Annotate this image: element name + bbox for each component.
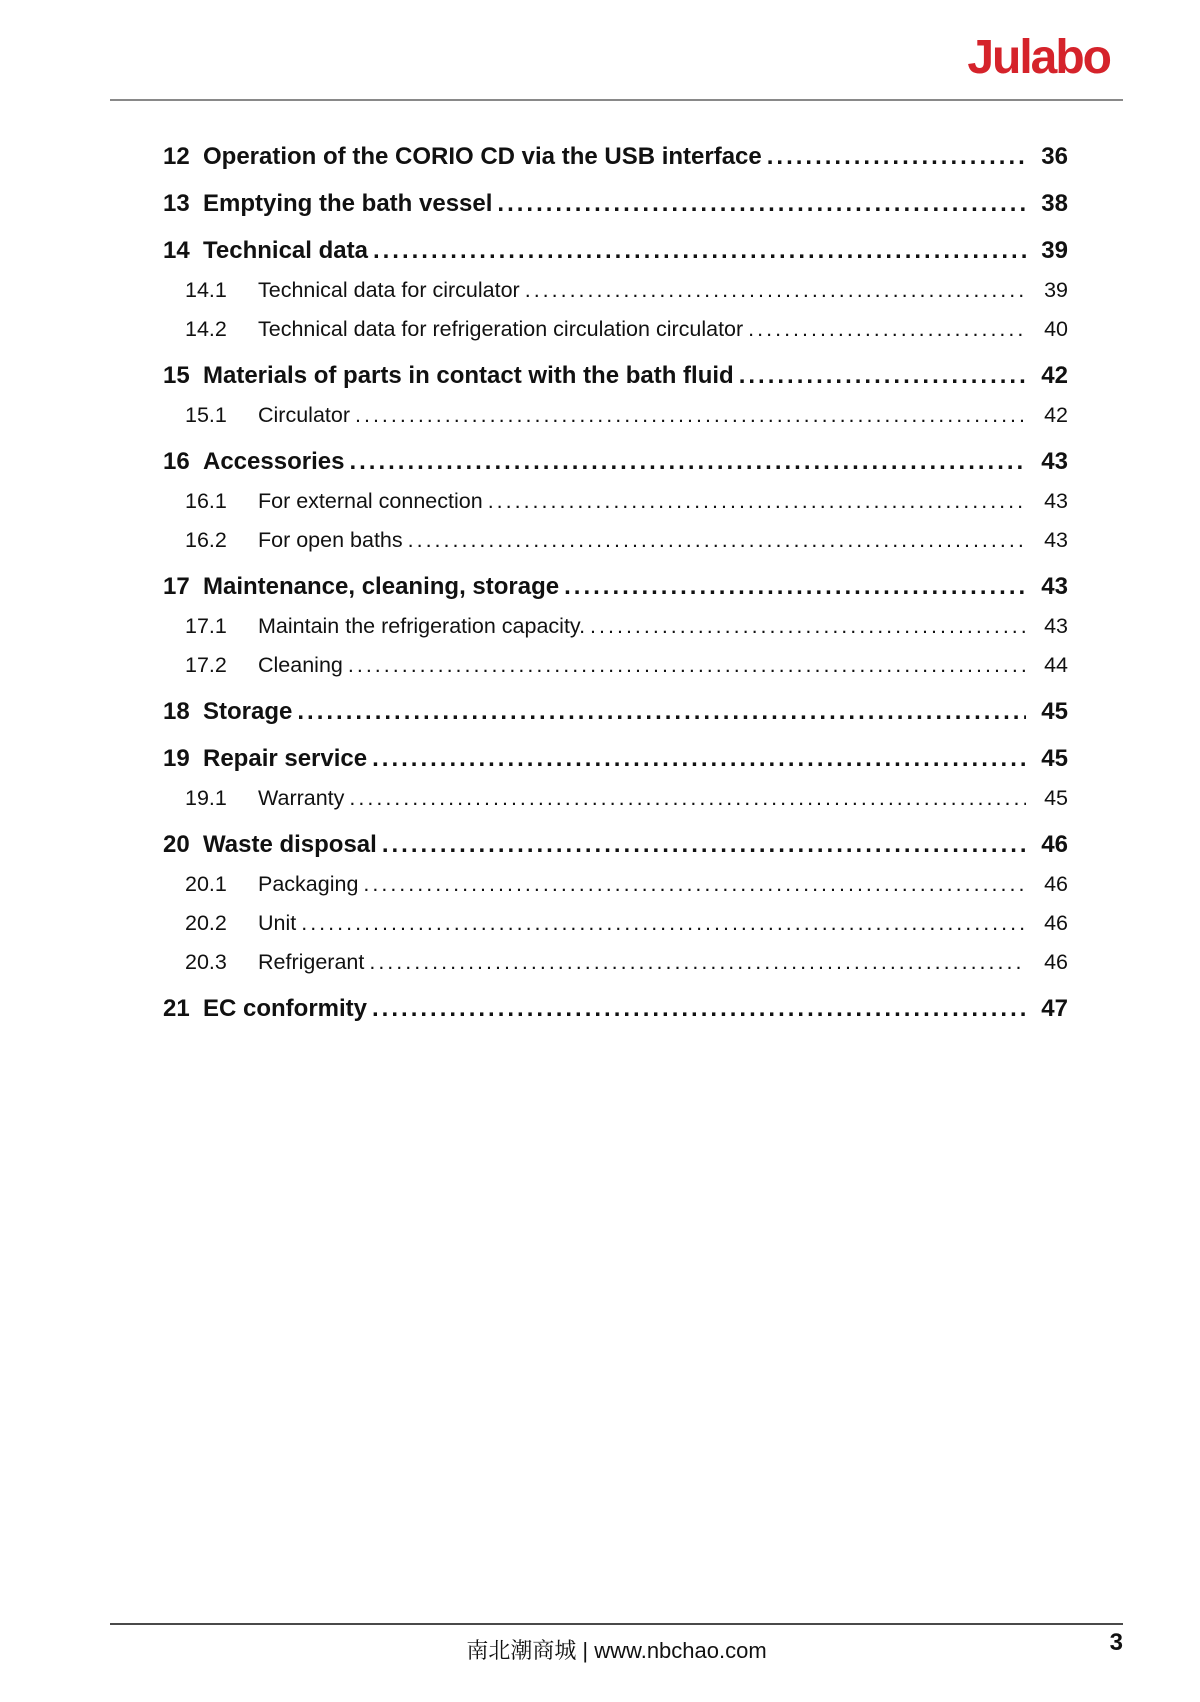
toc-entry-page: 43 (1044, 528, 1068, 552)
toc-entry-page: 46 (1041, 831, 1068, 858)
toc-entry (163, 362, 1068, 390)
dot-leader (382, 831, 1026, 859)
toc-entry-page: 46 (1044, 872, 1068, 896)
toc-entry-title: Technical data for refrigeration circulation circulator (258, 317, 744, 341)
toc-entry-number: 14.1 (185, 278, 227, 302)
toc-entry-page: 36 (1041, 143, 1068, 170)
toc-entry-title: Maintenance, cleaning, storage (203, 573, 560, 600)
toc-entry-page: 42 (1041, 362, 1068, 389)
toc-entry-page: 38 (1041, 190, 1068, 217)
toc-entry-number: 20 (163, 831, 190, 858)
toc-entry-title: Materials of parts in contact with the bath fluid (203, 362, 734, 389)
header-divider (110, 99, 1123, 101)
toc-entry-number: 17.1 (185, 614, 227, 638)
dot-leader (408, 526, 1026, 554)
toc-entry-page: 39 (1044, 278, 1068, 302)
toc-entry-page: 39 (1041, 237, 1068, 264)
footer-page-number: 3 (1109, 1629, 1123, 1656)
table-of-contents (163, 102, 1068, 1023)
toc-entry (163, 573, 1068, 601)
toc-entry-number: 14.2 (185, 317, 227, 341)
toc-entry (163, 909, 1068, 937)
toc-entry (163, 870, 1068, 898)
toc-entry-title: Accessories (203, 448, 345, 475)
dot-leader (373, 237, 1026, 265)
toc-entry-page: 44 (1044, 653, 1068, 677)
toc-entry-number: 16 (163, 448, 190, 475)
toc-entry-title: Cleaning (258, 653, 343, 677)
toc-entry-title: Storage (203, 698, 293, 725)
toc-entry-number: 16.1 (185, 489, 227, 513)
toc-entry-number: 17.2 (185, 653, 227, 677)
toc-entry-number: 20.3 (185, 950, 227, 974)
toc-entry-number: 18 (163, 698, 190, 725)
toc-entry (163, 651, 1068, 679)
dot-leader (301, 909, 1026, 937)
toc-entry-title: For external connection (258, 489, 483, 513)
toc-entry (163, 698, 1068, 726)
dot-leader (372, 995, 1026, 1023)
toc-entry-page: 46 (1044, 950, 1068, 974)
toc-entry (163, 526, 1068, 554)
toc-entry (163, 448, 1068, 476)
page-footer (110, 1623, 1123, 1665)
toc-entry-number: 14 (163, 237, 190, 264)
toc-entry-number: 19 (163, 745, 190, 772)
toc-entry-page: 43 (1041, 573, 1068, 600)
toc-entry (163, 612, 1068, 640)
toc-entry (163, 487, 1068, 515)
toc-entry-number: 12 (163, 143, 190, 170)
toc-entry-number: 21 (163, 995, 190, 1022)
toc-entry-title: For open baths (258, 528, 403, 552)
julabo-logo: Julabo (967, 31, 1110, 84)
toc-entry (163, 401, 1068, 429)
toc-entry-title: Operation of the CORIO CD via the USB interface (203, 143, 762, 170)
toc-entry-number: 15 (163, 362, 190, 389)
toc-entry-page: 43 (1044, 489, 1068, 513)
dot-leader (739, 362, 1026, 390)
toc-entry-title: Technical data (203, 237, 368, 264)
toc-entry (163, 143, 1068, 171)
dot-leader (525, 276, 1026, 304)
toc-entry-number: 17 (163, 573, 190, 600)
dot-leader (297, 698, 1026, 726)
toc-entry (163, 190, 1068, 218)
toc-entry (163, 315, 1068, 343)
toc-entry-title: Technical data for circulator (258, 278, 520, 302)
dot-leader (348, 651, 1026, 679)
toc-entry-page: 46 (1044, 911, 1068, 935)
toc-entry-number: 20.1 (185, 872, 227, 896)
toc-entry-title: Circulator (258, 403, 350, 427)
dot-leader (372, 745, 1026, 773)
toc-entry-page: 43 (1044, 614, 1068, 638)
dot-leader (564, 573, 1026, 601)
toc-entry-number: 16.2 (185, 528, 227, 552)
toc-entry-page: 45 (1041, 698, 1068, 725)
toc-entry-page: 42 (1044, 403, 1068, 427)
dot-leader (748, 315, 1026, 343)
toc-entry-title: Warranty (258, 786, 345, 810)
dot-leader (590, 612, 1026, 640)
toc-entry (163, 237, 1068, 265)
toc-entry-title: Unit (258, 911, 297, 935)
dot-leader (767, 143, 1026, 171)
toc-entry-title: Refrigerant (258, 950, 365, 974)
toc-entry-page: 45 (1044, 786, 1068, 810)
toc-entry-page: 47 (1041, 995, 1068, 1022)
toc-entry (163, 276, 1068, 304)
dot-leader (349, 784, 1026, 812)
toc-entry-page: 45 (1041, 745, 1068, 772)
toc-entry-page: 43 (1041, 448, 1068, 475)
dot-leader (349, 448, 1026, 476)
dot-leader (488, 487, 1026, 515)
toc-entry (163, 784, 1068, 812)
toc-entry (163, 831, 1068, 859)
footer-site-text: 南北潮商城 | www.nbchao.com (466, 1638, 767, 1663)
toc-entry (163, 995, 1068, 1023)
toc-entry-number: 15.1 (185, 403, 227, 427)
toc-entry (163, 745, 1068, 773)
toc-entry-page: 40 (1044, 317, 1068, 341)
toc-entry (163, 948, 1068, 976)
toc-entry-title: Emptying the bath vessel (203, 190, 493, 217)
toc-entry-title: EC conformity (203, 995, 368, 1022)
toc-entry-number: 19.1 (185, 786, 227, 810)
dot-leader (355, 401, 1026, 429)
toc-entry-title: Repair service (203, 745, 368, 772)
toc-entry-number: 20.2 (185, 911, 227, 935)
dot-leader (363, 870, 1026, 898)
toc-entry-title: Packaging (258, 872, 359, 896)
dot-leader (369, 948, 1026, 976)
dot-leader (497, 190, 1026, 218)
toc-entry-title: Waste disposal (203, 831, 377, 858)
toc-entry-title: Maintain the refrigeration capacity. (258, 614, 586, 638)
toc-entry-number: 13 (163, 190, 190, 217)
